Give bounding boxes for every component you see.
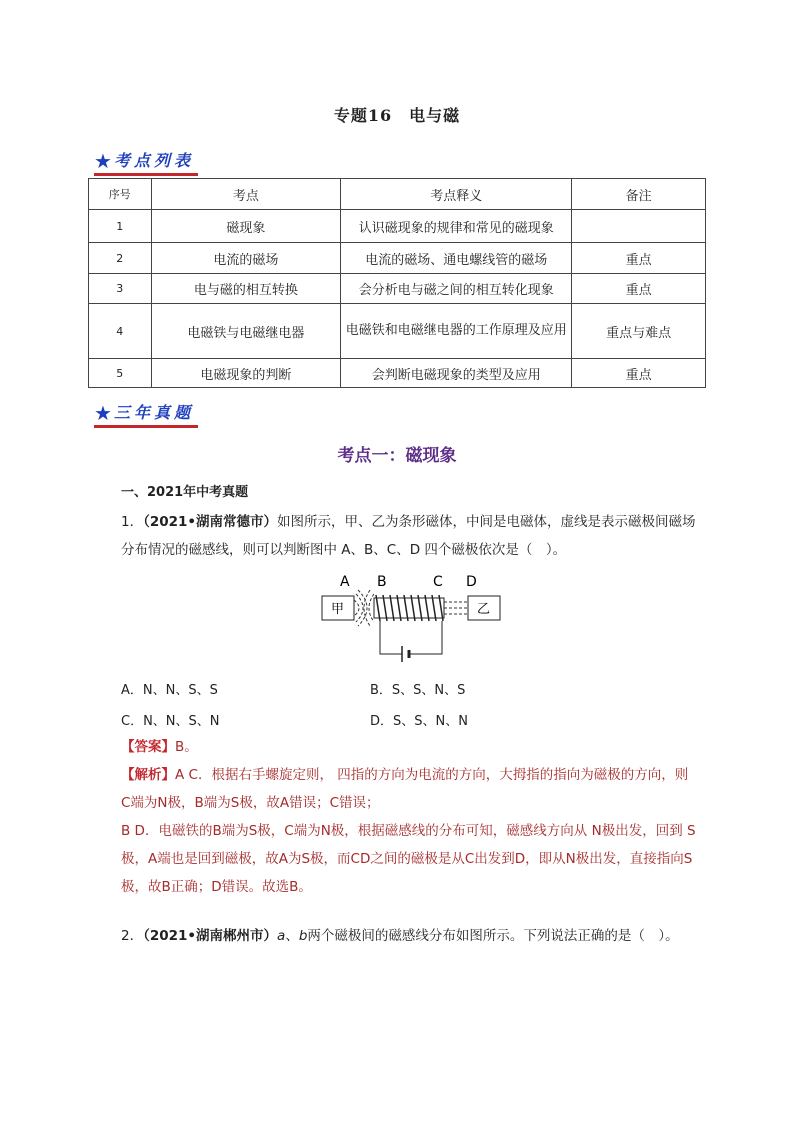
question-number: 2． xyxy=(121,928,144,944)
cell-topic: 磁现象 xyxy=(151,210,341,243)
key-points-table xyxy=(88,178,706,388)
table-row xyxy=(89,243,706,274)
table-row xyxy=(89,274,706,304)
banner-label: 考点列表 xyxy=(113,151,194,170)
label-a: A xyxy=(340,574,350,590)
cell-desc: 电磁铁和电磁继电器的工作原理及应用 xyxy=(341,304,572,359)
table-row xyxy=(89,304,706,359)
field-lines-right xyxy=(444,602,468,614)
header-cell: 考点 xyxy=(151,179,341,210)
magnet-jia-label: 甲 xyxy=(331,602,345,617)
banner-underline xyxy=(94,173,198,176)
topic-heading: 考点一：磁现象 xyxy=(337,446,457,466)
cell-note: 重点与难点 xyxy=(572,304,706,359)
option-c: C．N、N、S、N xyxy=(121,714,220,729)
answer-block xyxy=(97,733,697,901)
banner-underline xyxy=(94,425,198,428)
header-cell: 序号 xyxy=(89,179,152,210)
star-icon: ★ xyxy=(94,401,112,425)
question-2 xyxy=(97,922,697,950)
cell-no: 4 xyxy=(89,304,152,359)
analysis-text-2: B D．电磁铁的B端为S极，C端为N极，根据磁感线的分布可知，磁感线方向从 N极出发，回到 S极，A端也是回到磁极，故A为S极，而CD之间的磁极是从C出发到D，即从N极出发，直接指向S极，故B正确；D错误。故选B。 xyxy=(121,823,696,895)
cell-note: 重点 xyxy=(572,274,706,304)
cell-topic: 电磁现象的判断 xyxy=(151,359,341,388)
cell-desc: 会判断电磁现象的类型及应用 xyxy=(341,359,572,388)
question-text: 如图所示，甲、乙为条形磁体，中间是电磁体，虚线是表示磁极间磁场分布情况的磁感线，则可以判断图中 A、B、C、D 四个磁极依次是（ ）。 xyxy=(121,514,696,558)
answer-label: 【答案】 xyxy=(121,739,175,755)
analysis-label: 【解析】 xyxy=(121,767,175,783)
electromagnet-diagram xyxy=(318,572,508,664)
cell-no: 1 xyxy=(89,210,152,243)
magnet-yi-label: 乙 xyxy=(477,602,491,617)
page-title: 专题16 电与磁 xyxy=(333,106,461,125)
coil xyxy=(376,595,443,621)
separator: 、 xyxy=(285,928,299,944)
cell-desc: 电流的磁场、通电螺线管的磁场 xyxy=(341,243,572,274)
field-lines-left xyxy=(354,590,367,626)
cell-no: 3 xyxy=(89,274,152,304)
table-row xyxy=(89,359,706,388)
cell-topic: 电流的磁场 xyxy=(151,243,341,274)
cell-no: 2 xyxy=(89,243,152,274)
question-text: 两个磁极间的磁感线分布如图所示。下列说法正确的是（ ）。 xyxy=(307,928,679,944)
question-1 xyxy=(97,508,697,564)
section-banner-key-points xyxy=(94,146,194,172)
section-banner-past-exams xyxy=(94,398,194,424)
cell-desc: 认识磁现象的规律和常见的磁现象 xyxy=(341,210,572,243)
option-d: D．S、S、N、N xyxy=(370,714,468,729)
option-b: B．S、S、N、S xyxy=(370,683,466,698)
cell-no: 5 xyxy=(89,359,152,388)
table-header-row xyxy=(89,179,706,210)
cell-desc: 会分析电与磁之间的相互转化现象 xyxy=(341,274,572,304)
pole-a: a xyxy=(277,928,286,944)
label-b: B xyxy=(377,574,387,590)
table-row xyxy=(89,210,706,243)
header-cell: 考点释义 xyxy=(341,179,572,210)
label-c: C xyxy=(433,574,443,590)
cell-topic: 电磁铁与电磁继电器 xyxy=(151,304,341,359)
subsection-heading: 一、2021年中考真题 xyxy=(121,485,249,500)
header-cell: 备注 xyxy=(572,179,706,210)
cell-topic: 电与磁的相互转换 xyxy=(151,274,341,304)
cell-note: 重点 xyxy=(572,243,706,274)
question-source: （2021•湖南常德市） xyxy=(143,514,278,530)
label-d: D xyxy=(466,574,477,590)
analysis-text-1: A C．根据右手螺旋定则， 四指的方向为电流的方向，大拇指的指向为磁极的方向，则C端为N极，B端为S极，故A错误；C错误； xyxy=(121,767,689,811)
field-lines-center xyxy=(364,590,374,626)
option-a: A．N、N、S、S xyxy=(121,683,218,698)
question-source: （2021•湖南郴州市） xyxy=(143,928,278,944)
pole-b: b xyxy=(298,928,308,944)
question-number: 1． xyxy=(121,514,144,530)
cell-note xyxy=(572,210,706,243)
circuit-wire xyxy=(380,621,442,654)
banner-label: 三年真题 xyxy=(113,403,194,422)
star-icon: ★ xyxy=(94,149,112,173)
answer-value: B。 xyxy=(175,739,198,755)
cell-note: 重点 xyxy=(572,359,706,388)
